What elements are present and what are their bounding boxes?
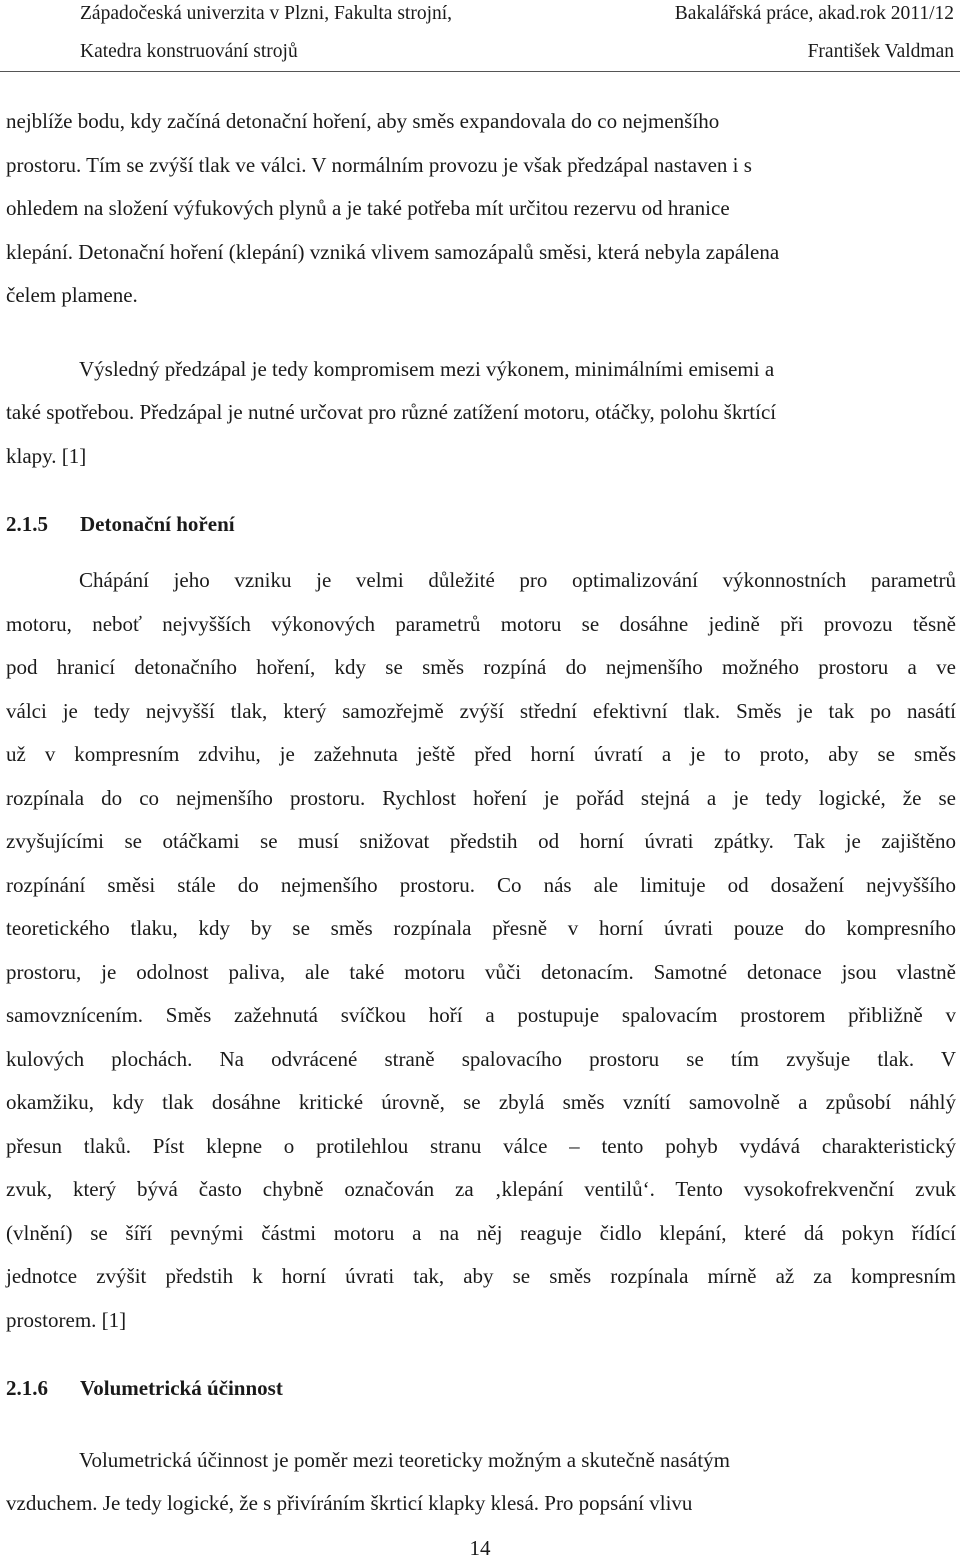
text-line: zvuk, který bývá často chybně označován za ‚klepání ventilů‘. Tento vysokofrekvenční zvuk: [6, 1177, 956, 1201]
text-line: (vlnění) se šíří pevnými částmi motoru a na něj reaguje čidlo klepání, které dá pokyn řídící: [6, 1221, 956, 1245]
text-line: klepání. Detonační hoření (klepání) vzniká vlivem samozápalů směsi, která nebyla zapálena: [6, 240, 780, 264]
text-line: motoru, neboť nejvyšších výkonových parametrů motoru se dosáhne jedině při provozu těsně: [6, 612, 956, 636]
section-heading-volumetricka-ucinnost: [6, 1375, 283, 1401]
text-line: válci je tedy nejvyšší tlak, který samozřejmě zvýší střední efektivní tlak. Směs je tak po nasátí: [6, 699, 956, 723]
section-title: Detonační hoření: [80, 512, 235, 536]
text-line: jednotce zvýšit předstih k horní úvrati tak, aby se směs rozpínala mírně až za kompresním: [6, 1264, 956, 1288]
header-department: Katedra konstruování strojů: [80, 41, 298, 62]
header-thesis-info: Bakalářská práce, akad.rok 2011/12: [674, 3, 954, 24]
section-number: 2.1.5: [6, 512, 48, 536]
text-line: také spotřebou. Předzápal je nutné určovat pro různé zatížení motoru, otáčky, polohu škrtící: [6, 400, 777, 424]
text-line: samovznícením. Směs zažehnutá svíčkou hoří a postupuje spalovacím prostorem přibližně v: [6, 1003, 956, 1027]
section-number: 2.1.6: [6, 1376, 48, 1400]
text-line: klapy. [1]: [6, 444, 87, 468]
text-line: rozpínala do co nejmenšího prostoru. Rychlost hoření je pořád stejná a je tedy logické, že se: [6, 786, 956, 810]
text-line: Volumetrická účinnost je poměr mezi teoreticky možným a skutečně nasátým: [79, 1448, 730, 1472]
text-line: rozpínání směsi stále do nejmenšího prostoru. Co nás ale limituje od dosažení nejvyššího: [6, 873, 956, 897]
text-line: ohledem na složení výfukových plynů a je také potřeba mít určitou rezervu od hranice: [6, 196, 730, 220]
text-line: nejblíže bodu, kdy začíná detonační hoření, aby směs expandovala do co nejmenšího: [6, 109, 720, 133]
text-line: prostorem. [1]: [6, 1308, 127, 1332]
text-line: kulových plochách. Na odvrácené straně spalovacího prostoru se tím zvyšuje tlak. V: [6, 1047, 956, 1071]
text-line: prostoru. Tím se zvýší tlak ve válci. V normálním provozu je však předzápal nastaven i s: [6, 153, 752, 177]
section-heading-detonacni-horeni: [6, 511, 235, 537]
text-line: vzduchem. Je tedy logické, že s přivíráním škrticí klapky klesá. Pro popsání vlivu: [6, 1491, 693, 1515]
text-line: zvyšujícími se otáčkami se musí snižovat předstih od horní úvrati zpátky. Tak je zajištěno: [6, 829, 956, 853]
text-line: Výsledný předzápal je tedy kompromisem mezi výkonem, minimálními emisemi a: [79, 357, 775, 381]
page-number: 14: [469, 1536, 491, 1560]
page-header: [0, 0, 960, 72]
text-line: přesun tlaků. Píst klepne o protilehlou stranu válce – tento pohyb vydává charakteristický: [6, 1134, 956, 1158]
header-author: František Valdman: [807, 41, 954, 62]
header-university: Západočeská univerzita v Plzni, Fakulta strojní,: [80, 3, 453, 24]
text-line: okamžiku, kdy tlak dosáhne kritické úrovně, se zbylá směs vznítí samovolně a způsobí náhlý: [6, 1090, 956, 1114]
text-line: teoretického tlaku, kdy by se směs rozpínala přesně v horní úvrati pouze do kompresního: [6, 916, 956, 940]
text-line: prostoru, je odolnost paliva, ale také motoru vůči detonacím. Samotné detonace jsou vlastně: [6, 960, 956, 984]
text-line: Chápání jeho vzniku je velmi důležité pro optimalizování výkonnostních parametrů: [79, 568, 956, 592]
section-title: Volumetrická účinnost: [80, 1376, 283, 1400]
text-line: čelem plamene.: [6, 283, 138, 307]
text-line: už v kompresním zdvihu, je zažehnuta ještě před horní úvratí a je to proto, aby se směs: [6, 742, 956, 766]
text-line: pod hranicí detonačního hoření, kdy se směs rozpíná do nejmenšího možného prostoru a ve: [6, 655, 956, 679]
